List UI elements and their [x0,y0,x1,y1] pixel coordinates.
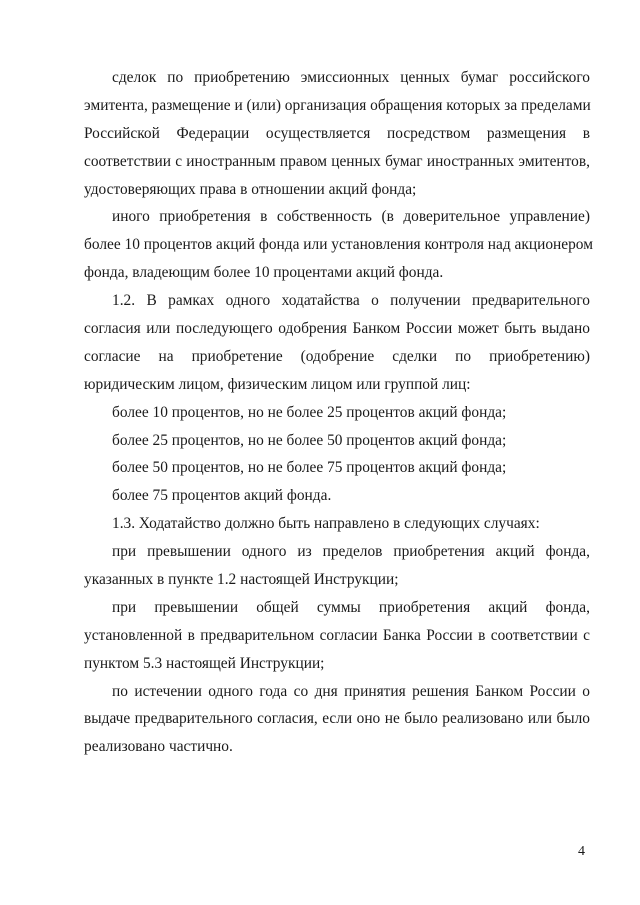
text-line: более 75 процентов акций фонда. [112,487,332,505]
text-line: 1.3. Ходатайство должно быть направлено в следующих случаях: [112,515,540,533]
text-line: иного приобретения в собственность (в доверительное управление) [112,208,590,226]
text-line: при превышении одного из пределов приобретения акций фонда, [112,543,590,561]
text-line: соответствии с иностранным правом ценных бумаг иностранных эмитентов, [84,152,590,170]
page-number: 4 [578,844,585,859]
text-line: согласие на приобретение (одобрение сделки по приобретению) [84,347,590,365]
text-line: сделок по приобретению эмиссионных ценных бумаг российского [112,69,590,86]
text-line: юридическим лицом, физическим лицом или группой лиц: [84,375,471,393]
text-line: установленной в предварительном согласии Банка России в соответствии с [84,626,590,644]
text-line: удостоверяющих права в отношении акций фонда; [84,180,417,198]
text-line: согласия или последующего одобрения Банком России может быть выдано [84,320,590,338]
text-line: выдаче предварительного согласия, если оно не было реализовано или было [84,710,590,728]
text-line: более 10 процентов акций фонда или установления контроля над акционером [84,236,593,254]
text-line: реализовано частично. [84,738,233,756]
text-line: указанных в пункте 1.2 настоящей Инструкции; [84,571,399,589]
text-line: по истечении одного года со дня принятия решения Банком России о [112,682,590,700]
text-line: более 50 процентов, но не более 75 процентов акций фонда; [112,459,507,477]
text-line: 1.2. В рамках одного ходатайства о получении предварительного [112,292,590,310]
text-line: более 25 процентов, но не более 50 процентов акций фонда; [112,431,507,449]
text-line: более 10 процентов, но не более 25 процентов акций фонда; [112,403,507,421]
text-line: Российской Федерации осуществляется посредством размещения в [84,124,590,142]
text-line: при превышении общей суммы приобретения акций фонда, [112,598,590,616]
text-line: эмитента, размещение и (или) организация обращения которых за пределами [84,96,591,114]
document-body [84,64,593,761]
text-line: пунктом 5.3 настоящей Инструкции; [84,654,325,672]
text-line: фонда, владеющим более 10 процентами акций фонда. [84,264,444,282]
